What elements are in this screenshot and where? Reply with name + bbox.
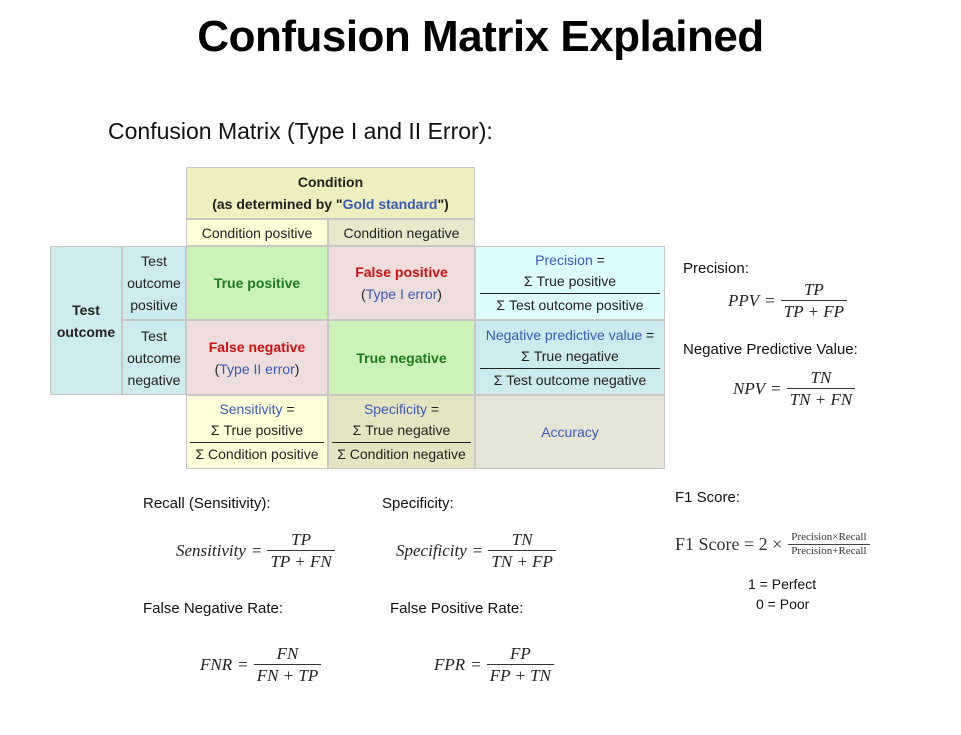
gold-standard-link[interactable]: Gold standard: [342, 196, 438, 212]
npv-formula: NPV = $\frac{TN}{TN + FN}$: [733, 367, 855, 410]
fnr-label: False Negative Rate:: [143, 600, 284, 617]
false-negative-cell: False negative (Type II error): [186, 320, 328, 395]
false-positive-cell: False positive (Type I error): [328, 246, 475, 320]
npv-link[interactable]: Negative predictive value: [485, 326, 643, 343]
ppv-formula: PPV = $\frac{TP}{TP + FP}$: [728, 279, 847, 322]
condition-header: [186, 167, 475, 219]
npv-label: Negative Predictive Value:: [683, 341, 858, 358]
test-outcome-negative: Test outcome negative: [122, 320, 186, 395]
precision-link[interactable]: Precision: [535, 252, 593, 268]
fraction-bar: [190, 442, 324, 443]
type-i-error-link[interactable]: Type I error: [365, 286, 438, 302]
fraction-bar: [480, 368, 660, 369]
test-outcome-header: [50, 246, 122, 395]
specificity-link[interactable]: Specificity: [363, 401, 427, 417]
f1-poor-note: 0 = Poor: [756, 596, 810, 612]
specificity-formula: Specificity = $\frac{TN}{TN + FP}$: [396, 529, 556, 572]
sensitivity-formula: Sensitivity = $\frac{TP}{TP + FN}$: [176, 529, 335, 572]
recall-label: Recall (Sensitivity):: [143, 495, 271, 512]
fnr-formula: FNR = $\frac{FN}{FN + TP}$: [200, 643, 321, 686]
specificity-label: Specificity:: [382, 495, 454, 512]
fraction-bar: [480, 293, 660, 294]
precision-label: Precision:: [683, 260, 749, 277]
subtitle: Confusion Matrix (Type I and II Error):: [108, 118, 493, 144]
page-title: Confusion Matrix Explained: [197, 12, 764, 61]
sensitivity-link[interactable]: Sensitivity: [219, 401, 283, 417]
test-outcome-label: Test outcome: [56, 301, 116, 340]
type-ii-error-link[interactable]: Type II error: [219, 360, 295, 377]
condition-header-line2: (as determined by "Gold standard"): [212, 196, 449, 212]
specificity-cell: Specificity = Σ True negative Σ Condition negative: [328, 395, 475, 469]
accuracy-cell: [475, 395, 665, 469]
f1-label: F1 Score:: [675, 489, 741, 506]
test-outcome-positive: Test outcome positive: [122, 246, 186, 320]
fraction-bar: [332, 442, 471, 443]
fpr-label: False Positive Rate:: [390, 600, 524, 617]
condition-negative-header: Condition negative: [328, 219, 475, 246]
accuracy-link[interactable]: Accuracy: [541, 424, 599, 440]
true-positive-cell: True positive: [186, 246, 328, 320]
npv-cell: Negative predictive value = Σ True negative Σ Test outcome negative: [475, 320, 665, 395]
f1-formula: F1 Score = 2 × $\frac{\text{Precision×Recall}}{\text{Precision+Recall}}$: [675, 531, 870, 558]
f1-perfect-note: 1 = Perfect: [748, 576, 817, 592]
condition-positive-header: Condition positive: [186, 219, 328, 246]
fpr-formula: FPR = $\frac{FP}{FP + TN}$: [434, 643, 554, 686]
condition-header-line1: Condition: [297, 174, 364, 190]
sensitivity-cell: Sensitivity = Σ True positive Σ Condition positive: [186, 395, 328, 469]
true-negative-cell: True negative: [328, 320, 475, 395]
precision-cell: Precision = Σ True positive Σ Test outcome positive: [475, 246, 665, 320]
